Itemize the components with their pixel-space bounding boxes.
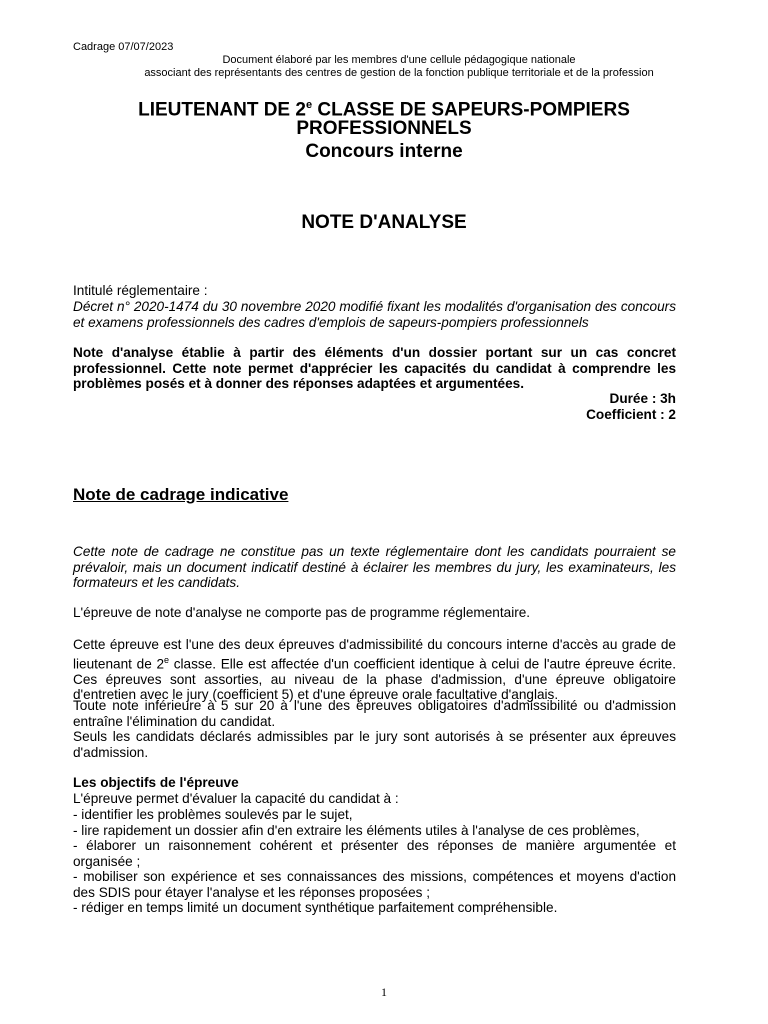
header-line-1: Document élaboré par les membres d'une cellule pédagogique nationale <box>222 54 576 66</box>
objectives-list <box>73 807 676 916</box>
objective-item: - identifier les problèmes soulevés par le sujet, <box>73 807 353 822</box>
paragraph-2: Toute note inférieure à 5 sur 20 à l'une des épreuves obligatoires d'admissibilité ou d'admission entraîne l'élimination du candidat. <box>73 698 676 729</box>
para1-superscript: e <box>164 654 170 665</box>
summary-text: Note d'analyse établie à partir des éléments d'un dossier portant sur un cas concret professionnel. Cette note permet d'apprécier les capacités du candidat à comprendre les problèmes posés et à donner des réponses adaptées et argumentées. <box>73 345 676 391</box>
intro-disclaimer: Cette note de cadrage ne constitue pas un texte réglementaire dont les candidats pourraient se prévaloir, mais un document indicatif destiné à éclairer les membres du jury, les examinateurs, les formateurs et les candidats. <box>73 544 676 590</box>
intitule-label: Intitulé réglementaire : <box>73 283 208 298</box>
note-heading: NOTE D'ANALYSE <box>301 212 467 233</box>
objectives-title: Les objectifs de l'épreuve <box>73 775 239 790</box>
header-line-2: associant des représentants des centres de gestion de la fonction publique territoriale et de la profession <box>144 67 654 79</box>
paragraph-3: Seuls les candidats déclarés admissibles par le jury sont autorisés à se présenter aux épreuves d'admission. <box>73 729 676 760</box>
section-title: Note de cadrage indicative <box>73 485 289 504</box>
objective-item: - mobiliser son expérience et ses connaissances des missions, compétences et moyens d'action des SDIS pour étayer l'analyse et les réponses proposées ; <box>73 869 676 900</box>
title-superscript: e <box>305 99 313 111</box>
page-number: 1 <box>381 985 387 999</box>
duree: Durée : 3h <box>609 391 676 406</box>
title-line1-prefix: LIEUTENANT DE 2 <box>138 99 306 121</box>
objective-item: - rédiger en temps limité un document synthétique parfaitement compréhensible. <box>73 900 558 915</box>
para1-prefix: Cette épreuve est l'une des deux épreuves d'admissibilité du concours interne d'accès au grade de lieutenant de 2 <box>73 637 676 672</box>
no-program-text: L'épreuve de note d'analyse ne comporte pas de programme réglementaire. <box>73 605 531 620</box>
cadrage-date: Cadrage 07/07/2023 <box>73 41 174 53</box>
title-line1-suffix: CLASSE DE SAPEURS-POMPIERS <box>312 99 630 121</box>
objective-item: - lire rapidement un dossier afin d'en extraire les éléments utiles à l'analyse de ces problèmes, <box>73 822 640 838</box>
coefficient: Coefficient : 2 <box>586 407 676 422</box>
para1-suffix: classe. Elle est affectée d'un coefficient identique à celui de l'autre épreuve écrite. Ces épreuves sont assorties, au niveau de la phase d'admission, d'une épreuve obligatoire d'entretien avec le jury (coefficient 5) et d'une épreuve orale facultative d'anglais. <box>73 656 676 703</box>
title-line-3: Concours interne <box>305 141 463 162</box>
title-line-2: PROFESSIONNELS <box>296 118 472 139</box>
objective-item: - élaborer un raisonnement cohérent et présenter des réponses de manière argumentée et organisée ; <box>73 838 676 869</box>
objectives-intro: L'épreuve permet d'évaluer la capacité du candidat à : <box>73 791 399 806</box>
decree-text: Décret n° 2020-1474 du 30 novembre 2020 modifié fixant les modalités d'organisation des concours et examens professionnels des cadres d'emplois de sapeurs-pompiers professionnels <box>73 299 676 330</box>
paragraph-1 <box>73 637 676 703</box>
